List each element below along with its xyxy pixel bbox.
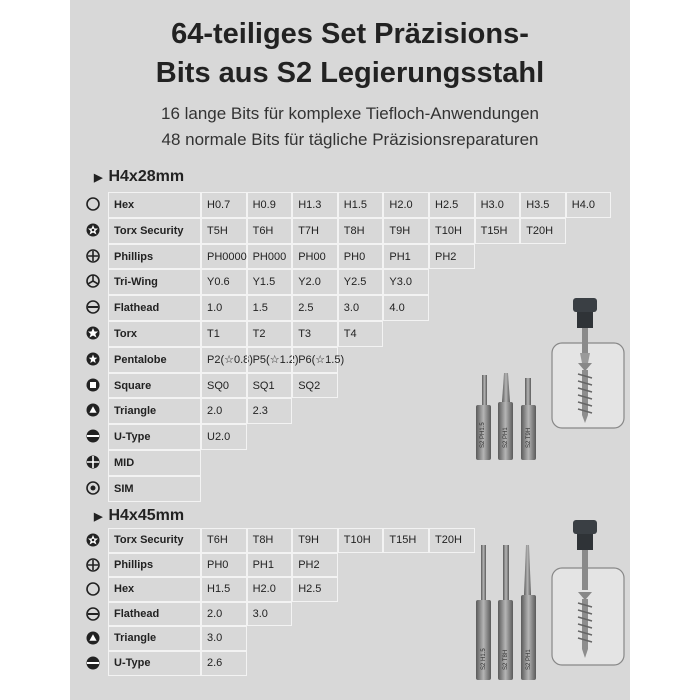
section-heading-45mm (94, 507, 184, 525)
bit-size-cell: 4.0 (383, 295, 429, 321)
bit-size-cell: SQ2 (292, 373, 338, 399)
bit-size-cell: H2.0 (247, 577, 293, 602)
subtitle-line2: 48 normale Bits für tägliche Präzisionsreparaturen (161, 130, 539, 149)
bit-size-cell: T10H (429, 218, 475, 244)
bit-size-cell: H4.0 (566, 192, 612, 218)
u-type-icon (86, 656, 100, 670)
bit-size-cell: 2.6 (201, 651, 247, 676)
bit-size-cell: 2.3 (247, 398, 293, 424)
bit-size-cell: T15H (383, 528, 429, 553)
bit-size-cell: T8H (247, 528, 293, 553)
bit-type-label: Torx (108, 321, 201, 347)
bit-size-cell: T9H (383, 218, 429, 244)
bit-size-cell: 3.0 (247, 602, 293, 627)
bit-size-cell: P6(☆1.5) (292, 347, 338, 373)
bit-size-cell: PH000 (247, 244, 293, 270)
bit-size-cell: T15H (475, 218, 521, 244)
bit-size-cell: H1.3 (292, 192, 338, 218)
bit-size-cell: T3 (292, 321, 338, 347)
bit-size-cell: T1 (201, 321, 247, 347)
bit-size-cell: PH0 (338, 244, 384, 270)
bit-size-cell: T5H (201, 218, 247, 244)
square-icon (86, 378, 100, 392)
bit-type-label: Phillips (108, 244, 201, 270)
bit-size-cell: T9H (292, 528, 338, 553)
bit-type-label: Hex (108, 192, 201, 218)
screwdriver-screw-illustration-2 (548, 520, 628, 670)
svg-text:S2 PH1: S2 PH1 (503, 427, 509, 448)
bit-long-2 (498, 545, 513, 680)
bit-size-cell: T2 (247, 321, 293, 347)
bit-size-cell: T7H (292, 218, 338, 244)
pentalobe-icon (86, 352, 100, 366)
bit-size-cell: P5(☆1.2) (247, 347, 293, 373)
bit-size-cell: T4 (338, 321, 384, 347)
bit-size-cell: PH0000 (201, 244, 247, 270)
bit-size-cell: T6H (201, 528, 247, 553)
triangle-icon (86, 631, 100, 645)
hex-icon (86, 582, 100, 596)
svg-text:S2 T8H: S2 T8H (503, 649, 509, 670)
u-type-icon (86, 429, 100, 443)
bit-type-label: Flathead (108, 602, 201, 627)
bit-long-1 (476, 545, 491, 680)
bit-size-cell: Y2.0 (292, 269, 338, 295)
bit-size-cell: H0.9 (247, 192, 293, 218)
bit-size-cell: Y3.0 (383, 269, 429, 295)
screwdriver-screw-illustration-1 (548, 298, 628, 433)
bit-size-cell: U2.0 (201, 424, 247, 450)
bit-type-label: Torx Security (108, 218, 201, 244)
flathead-icon (86, 300, 100, 314)
bit-size-cell: T20H (429, 528, 475, 553)
bit-type-label: Square (108, 373, 201, 399)
bit-short-2 (498, 373, 513, 460)
triangle-marker-icon: ▶ (94, 511, 103, 523)
bit-size-cell: PH00 (292, 244, 338, 270)
bit-size-cell: T10H (338, 528, 384, 553)
bit-size-cell: H3.0 (475, 192, 521, 218)
bit-size-cell: Y1.5 (247, 269, 293, 295)
bit-size-cell: T6H (247, 218, 293, 244)
torx-security-icon (86, 533, 100, 547)
section-heading-text: H4x28mm (108, 168, 185, 185)
bit-type-label: Tri-Wing (108, 269, 201, 295)
svg-text:S2 T9H: S2 T9H (526, 427, 532, 448)
bit-type-label: Triangle (108, 626, 201, 651)
sim-icon (86, 481, 100, 495)
bit-type-label: Flathead (108, 295, 201, 321)
bit-size-cell: P2(☆0.8) (201, 347, 247, 373)
phillips-icon (86, 558, 100, 572)
bit-size-cell: T20H (520, 218, 566, 244)
bit-size-cell: H1.5 (338, 192, 384, 218)
bit-size-cell: 1.0 (201, 295, 247, 321)
bit-size-cell: H0.7 (201, 192, 247, 218)
mid-icon (86, 455, 100, 469)
bit-size-cell: 2.0 (201, 398, 247, 424)
bit-size-cell: PH1 (247, 553, 293, 578)
flathead-icon (86, 607, 100, 621)
bit-size-cell: Y2.5 (338, 269, 384, 295)
section-heading-text: H4x45mm (108, 507, 185, 524)
page-title-line2: Bits aus S2 Legierungsstahl (155, 57, 545, 89)
bit-type-label: Triangle (108, 398, 201, 424)
bit-size-cell: Y0.6 (201, 269, 247, 295)
bit-type-label: Hex (108, 577, 201, 602)
hex-icon (86, 197, 100, 211)
bit-size-cell: T8H (338, 218, 384, 244)
bit-type-label: U-Type (108, 651, 201, 676)
bit-short-1 (476, 375, 491, 460)
svg-text:S2 PH1: S2 PH1 (526, 649, 532, 670)
bit-size-cell: 2.0 (201, 602, 247, 627)
bit-size-cell: 3.0 (338, 295, 384, 321)
short-bits-illustration (470, 370, 540, 465)
bit-type-label: Phillips (108, 553, 201, 578)
tri-wing-icon (86, 274, 100, 288)
long-bits-illustration (470, 540, 540, 685)
bit-size-cell: 2.5 (292, 295, 338, 321)
bit-size-cell: SQ1 (247, 373, 293, 399)
bit-size-cell: H3.5 (520, 192, 566, 218)
bit-size-cell: H2.5 (429, 192, 475, 218)
bit-type-label: U-Type (108, 424, 201, 450)
bit-size-cell: 1.5 (247, 295, 293, 321)
bit-size-cell: 3.0 (201, 626, 247, 651)
bit-type-label: SIM (108, 476, 201, 502)
svg-text:S2 PH1.5: S2 PH1.5 (480, 422, 486, 448)
bit-size-cell: PH0 (201, 553, 247, 578)
bit-size-cell: SQ0 (201, 373, 247, 399)
bit-size-cell: H2.0 (383, 192, 429, 218)
torx-security-icon (86, 223, 100, 237)
bit-type-label: MID (108, 450, 201, 476)
bit-size-cell: PH2 (429, 244, 475, 270)
section-heading-28mm (94, 168, 184, 186)
svg-text:S2 H1.5: S2 H1.5 (481, 648, 487, 670)
phillips-icon (86, 249, 100, 263)
triangle-icon (86, 403, 100, 417)
bit-size-cell: H2.5 (292, 577, 338, 602)
bit-size-cell: PH2 (292, 553, 338, 578)
bit-type-label: Pentalobe (108, 347, 201, 373)
bit-size-cell: H1.5 (201, 577, 247, 602)
page-title-line1: 64-teiliges Set Präzisions- (171, 18, 529, 50)
bit-size-cell: PH1 (383, 244, 429, 270)
bit-short-3 (521, 378, 536, 460)
bit-long-3 (521, 545, 536, 680)
subtitle-line1: 16 lange Bits für komplexe Tiefloch-Anwendungen (160, 104, 539, 123)
triangle-marker-icon: ▶ (94, 172, 103, 184)
torx-icon (86, 326, 100, 340)
bit-type-label: Torx Security (108, 528, 201, 553)
